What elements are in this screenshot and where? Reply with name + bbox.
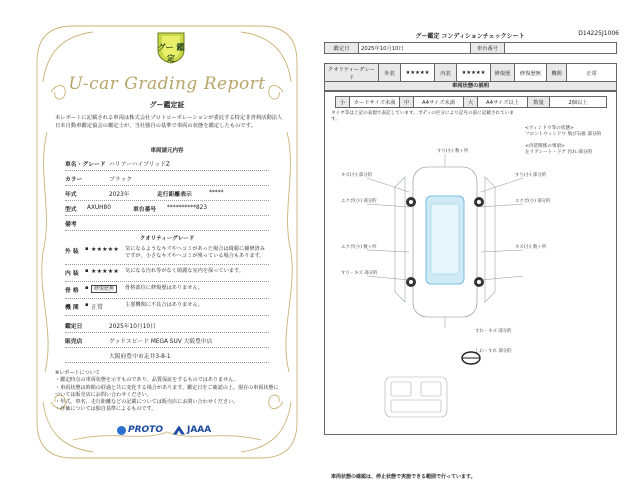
damage-annotation: すり(小) 数ヶ所: [437, 149, 469, 154]
damage-annotation: キズ(小) 数ヶ所: [515, 245, 547, 250]
quality-engine: 機 関 ▪ 正常 主要機関に不具合はありません。: [65, 302, 269, 316]
damage-size-legend: 小 カードサイズ未満 中 A4サイズ未満 大 A4サイズ以上 数量 2個以上: [335, 96, 607, 108]
damage-annotation: エクボ(小) 数ヶ所: [341, 245, 377, 250]
row-car-name: 車名・グレード ハリアーハイブリッドZ: [65, 156, 269, 171]
proto-logo: PROTO: [117, 425, 163, 435]
appraisal-date: 2025年10月10日: [109, 323, 156, 330]
damage-annotation: しわ・すれ 部分的: [475, 349, 512, 354]
damage-annotation: エクボ(小) 部分的: [341, 199, 377, 204]
row-remarks: 備考: [65, 216, 269, 231]
goo-appraisal-badge-icon: [154, 30, 188, 64]
date-table: 鑑定日 2025年10月10日 車台番号: [324, 42, 617, 54]
sheet-title: グー鑑定 コンディションチェックシート: [415, 33, 525, 40]
shop-address: 大阪府豊中市走井3-8-1: [109, 353, 171, 360]
engine-grade: 正常: [91, 304, 104, 311]
car-top-view-diagram: [325, 92, 618, 436]
legend-note: タイヤ等は上記の表現で表記しています。ボディの区分により記号の前に記載されています。: [331, 111, 514, 122]
jaaa-logo: JAAA: [173, 425, 211, 435]
row-model-serial: 型式 AXUH80 車台番号 **********823: [65, 201, 269, 216]
quality-frame: 骨 格 ▪ 修復歴無 骨格部位に修復歴はありません。: [65, 285, 269, 299]
proto-logo-icon: [117, 426, 126, 435]
damage-annotation: キズ(小) 部分的: [341, 173, 373, 178]
interior-stars: ★★★★★: [91, 268, 119, 275]
grading-report-title: U-car Grading Report: [68, 74, 266, 94]
row-shop-address: [65, 348, 269, 363]
shop-name: グッドスピード MEGA SUV 大阪豊中店: [109, 338, 213, 345]
damage-annotation: エクボ(小) 部分的: [515, 199, 551, 204]
sheet-footer-note: 車両状態の確認は、停止状態で実施できる範囲で行っています。: [331, 474, 476, 480]
vehicle-diagram-area: [324, 91, 617, 480]
grading-certificate: [33, 22, 301, 462]
footer-logos: [117, 425, 211, 435]
row-color: カラー ブラック: [65, 171, 269, 186]
row-shop: 販売店 グッドスピード MEGA SUV 大阪豊中店: [65, 333, 269, 348]
vehicle-state-heading: 車両状態の説明: [324, 81, 617, 91]
quality-exterior: 外 装 ▪ ★★★★★ 気になるようなキズやヘコミがあった場合は綺麗に補修済みですが、小さなキズやヘコミが残っている場合もあります。: [65, 246, 269, 265]
document-id: D14225J1006: [578, 30, 619, 37]
intro-text: 本レポートに記載される車両は株式会社プロトコーポレーションが委託する特定非営利活動法人日本自動車鑑定協会の鑑定士が、当社独自の基準で車両の状態を鑑定したものです。: [55, 115, 283, 129]
exterior-stars: ★★★★★: [91, 246, 119, 253]
damage-annotation: すれ・キズ 部分的: [475, 329, 512, 334]
certificate-title: グー鑑定証: [149, 101, 185, 109]
side-notes: <ウィンドウ等の状態> フロントウィンドウ 飛び石痕 部分的 <内装関係の事項> 左リアシート・ドア 汚れ 部分的: [525, 126, 602, 155]
damage-annotation: すり・キズ 部分的: [341, 271, 378, 276]
quality-interior: 内 装 ▪ ★★★★★ 気になる汚れ等がなく綺麗な室内を保っています。: [65, 268, 269, 282]
damage-annotation: すり(小) 部分的: [515, 173, 547, 178]
condition-check-sheet: [321, 28, 619, 480]
jaaa-logo-icon: [173, 426, 185, 435]
badge-label: グー 鑑定: [157, 43, 185, 63]
vehicle-section-heading: 車両請元内容: [150, 148, 184, 154]
quality-grade-table: クオリティーグレード 外装 ★★★★★ 内装 ★★★★★ 修復歴 修復歴無 機関 正常: [324, 63, 617, 83]
report-notes: ※レポートについて ・鑑定時点の車両状態を示すものであり、品質保証をするものではありません。 ・車両状態は時間の経過と共に変化する場合があります。鑑定日をご確認の上、現在の車両状態については販売店にお問い合わせください。 ・年式、車名、走行距離などの記載については販売店にお問い合わせください。 ・評価については独自基準によるものです。: [55, 370, 279, 413]
row-year-mileage: 年式 2023年 走行距離表示 *****: [65, 186, 269, 201]
frame-grade: 修復歴無: [91, 285, 117, 293]
quality-section-heading: クオリティーグレード: [139, 236, 195, 242]
appraisal-date-value: 2025年10月10日: [359, 43, 471, 54]
row-appraisal-date: 鑑定日 2025年10月10日: [65, 318, 269, 333]
